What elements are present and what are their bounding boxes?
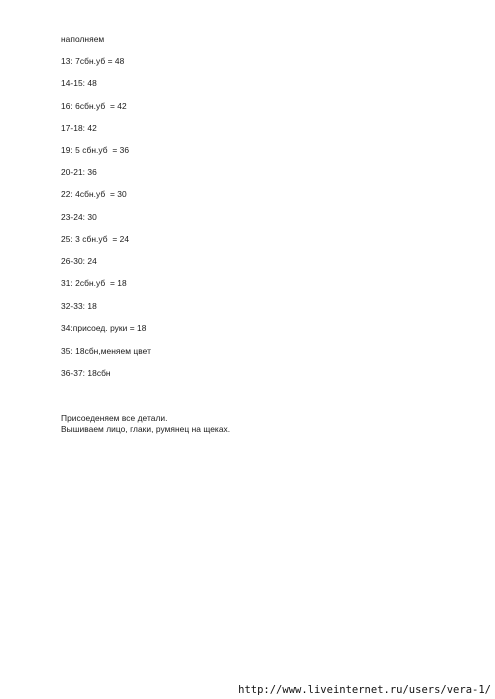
text-line-row-22: 22: 4сбн.уб = 30 [61,189,127,199]
text-line-row-31: 31: 2сбн.уб = 18 [61,278,127,288]
text-line-row-13: 13: 7сбн.уб = 48 [61,56,125,66]
text-line-row-35: 35: 18сбн,меняем цвет [61,346,151,356]
closing-line-assemble: Присоеденяем все детали. [61,413,168,423]
text-line-row-19: 19: 5 сбн.уб = 36 [61,145,130,155]
text-line-row-26-30: 26-30: 24 [61,256,97,266]
text-line-row-14-15: 14-15: 48 [61,78,97,88]
text-line-intro: наполняем [61,34,105,44]
text-line-row-23-24: 23-24: 30 [61,212,97,222]
text-line-row-34: 34:присоед. руки = 18 [61,323,147,333]
text-line-row-36-37: 36-37: 18сбн [61,368,111,378]
text-line-row-20-21: 20-21: 36 [61,167,97,177]
text-line-row-17-18: 17-18: 42 [61,123,97,133]
text-line-row-32-33: 32-33: 18 [61,301,97,311]
text-line-row-25: 25: 3 сбн.уб = 24 [61,234,130,244]
closing-line-embroider: Вышиваем лицо, глаки, румянец на щеках. [61,424,231,434]
source-url-watermark: http://www.liveinternet.ru/users/vera-1/ [238,684,491,696]
text-line-row-16: 16: 6сбн.уб = 42 [61,101,127,111]
